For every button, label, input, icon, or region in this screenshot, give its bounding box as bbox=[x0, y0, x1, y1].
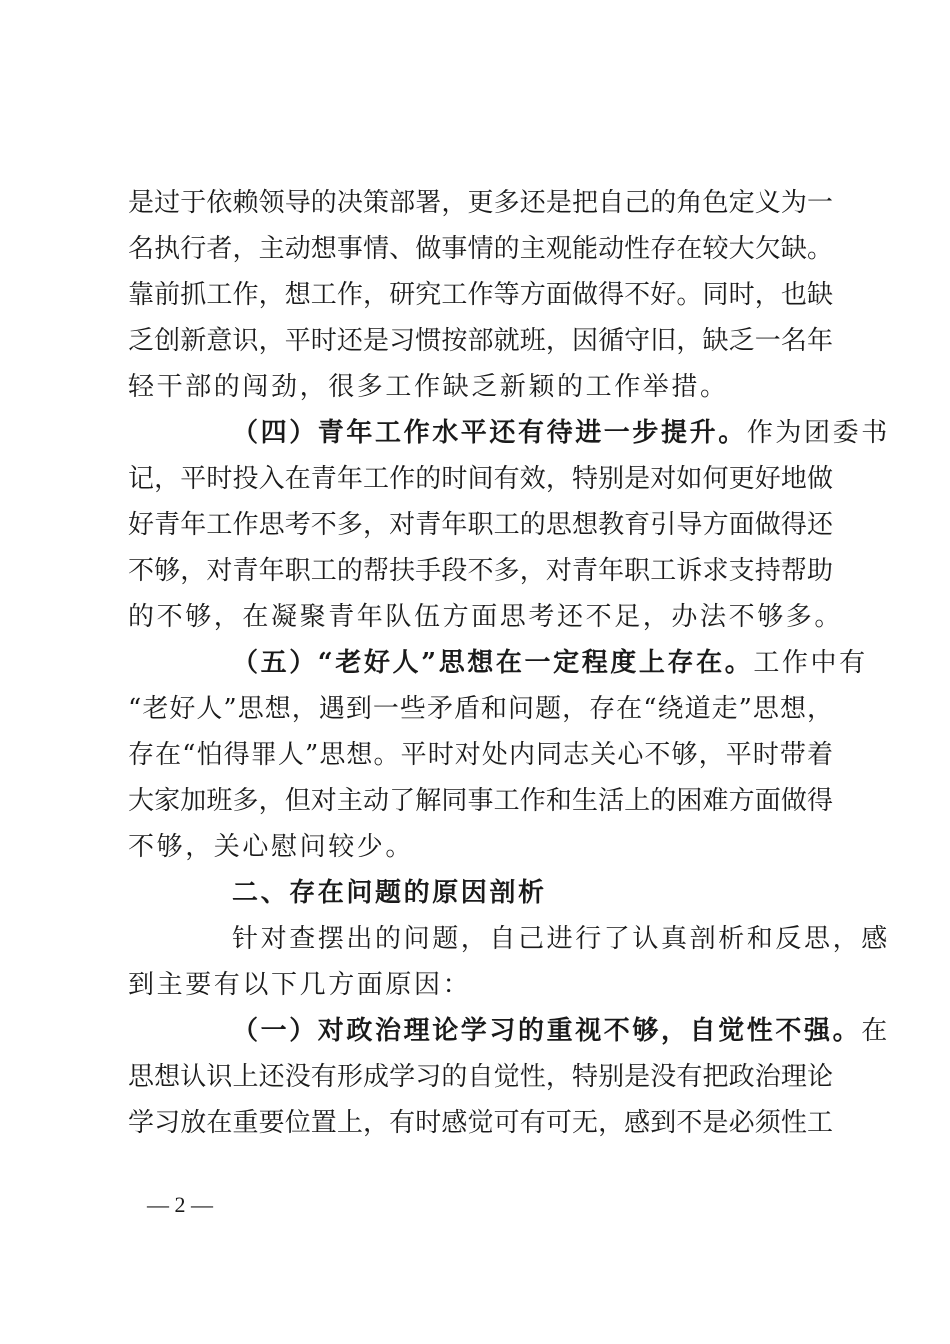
paragraph-line: 好青年工作思考不多，对青年职工的思想教育引导方面做得还 bbox=[128, 510, 833, 540]
paragraph-line: 的不够，在凝聚青年队伍方面思考还不足，办法不够多。 bbox=[128, 602, 844, 632]
paragraph-line: 记，平时投入在青年工作的时间有效，特别是对如何更好地做 bbox=[128, 464, 833, 494]
paragraph-line: 靠前抓工作，想工作，研究工作等方面做得不好。同时，也缺 bbox=[128, 280, 833, 310]
paragraph-line: 不够，关心慰问较少。 bbox=[128, 832, 415, 862]
page-number: — 2 — bbox=[147, 1192, 213, 1217]
paragraph-line: 思想认识上还没有形成学习的自觉性，特别是没有把政治理论 bbox=[128, 1062, 833, 1092]
section-heading: 二、存在问题的原因剖析 bbox=[232, 878, 547, 908]
section-four-lead-rest: 作为团委书 bbox=[746, 418, 890, 448]
intro-lead-line: 针对查摆出的问题，自己进行了认真剖析和反思，感 bbox=[232, 924, 890, 954]
cause-one-title: （一）对政治理论学习的重视不够，自觉性不强。 bbox=[232, 1016, 862, 1046]
body-text bbox=[128, 180, 890, 1146]
cause-one-lead-rest: 在 bbox=[861, 1016, 890, 1046]
paragraph-line: “老好人”思想，遇到一些矛盾和问题，存在“绕道走”思想， bbox=[128, 694, 833, 724]
paragraph-line: 名执行者，主动想事情、做事情的主观能动性存在较大欠缺。 bbox=[128, 234, 833, 264]
paragraph-line: 存在“怕得罪人”思想。平时对处内同志关心不够，平时带着 bbox=[128, 740, 833, 770]
section-four-lead-line bbox=[128, 410, 890, 456]
cause-one-lead-line bbox=[128, 1008, 890, 1054]
paragraph-line: 是过于依赖领导的决策部署，更多还是把自己的角色定义为一 bbox=[128, 188, 833, 218]
paragraph-line: 大家加班多，但对主动了解同事工作和生活上的困难方面做得 bbox=[128, 786, 833, 816]
paragraph-line: 轻干部的闯劲，很多工作缺乏新颖的工作举措。 bbox=[128, 372, 729, 402]
paragraph-line: 不够，对青年职工的帮扶手段不多，对青年职工诉求支持帮助 bbox=[128, 556, 833, 586]
section-five-title: （五）“老好人”思想在一定程度上存在。 bbox=[232, 648, 754, 678]
section-four-title: （四）青年工作水平还有待进一步提升。 bbox=[232, 418, 747, 448]
paragraph-line: 乏创新意识，平时还是习惯按部就班，因循守旧，缺乏一名年 bbox=[128, 326, 833, 356]
paragraph-line: 学习放在重要位置上，有时感觉可有可无，感到不是必须性工 bbox=[128, 1108, 833, 1138]
section-five-lead-rest: 工作中有 bbox=[753, 648, 868, 678]
paragraph-line: 到主要有以下几方面原因： bbox=[128, 970, 472, 1000]
section-five-lead-line bbox=[128, 640, 868, 686]
